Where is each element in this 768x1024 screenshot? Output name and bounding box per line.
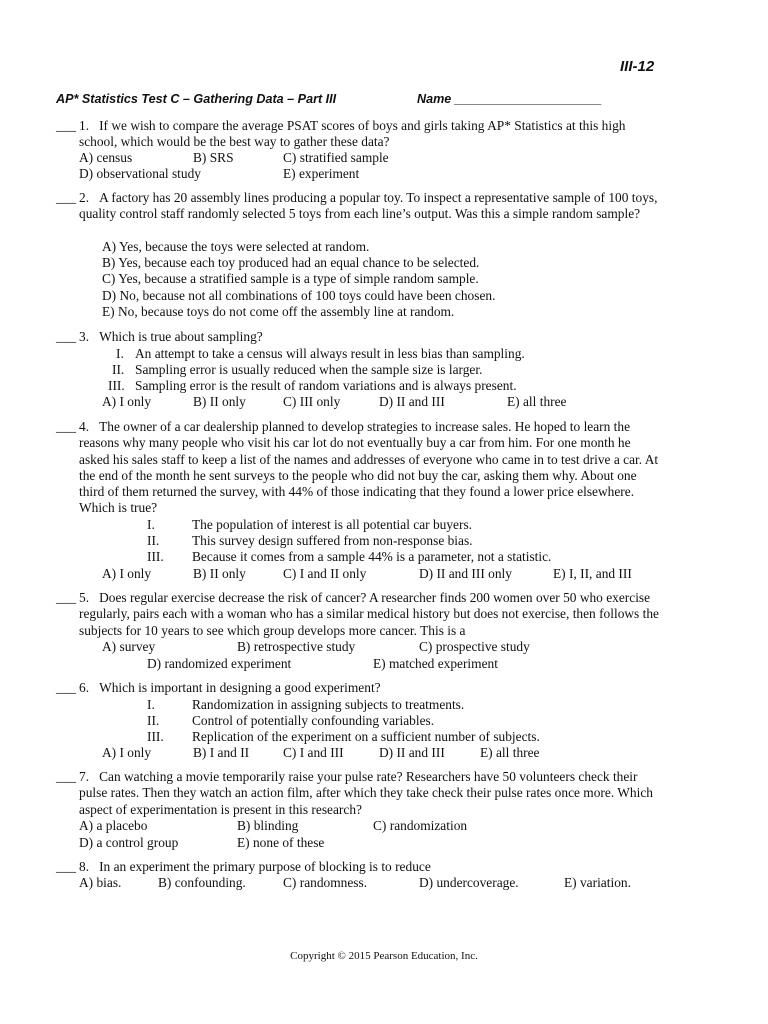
- copyright-footer: Copyright © 2015 Pearson Education, Inc.: [290, 950, 478, 962]
- option-b: B) retrospective study: [237, 639, 356, 654]
- option-c: C) randomization: [373, 818, 468, 833]
- statement-3-text: Sampling error is the result of random variations and is always present.: [135, 378, 517, 393]
- option-c: C) Yes, because a stratified sample is a type of simple random sample.: [102, 271, 479, 286]
- option-b: B) confounding.: [158, 875, 246, 890]
- answer-blank: ___: [56, 118, 77, 133]
- option-c: C) I and II only: [283, 566, 367, 581]
- option-e: E) No, because toys do not come off the assembly line at random.: [102, 304, 455, 319]
- option-a: A) I only: [102, 566, 152, 581]
- name-field: Name _____________________: [417, 92, 602, 106]
- statement-2-numeral: II.: [147, 713, 160, 728]
- question-text: 8. In an experiment the primary purpose of blocking is to reduce: [79, 859, 431, 874]
- question-text: 7. Can watching a movie temporarily raise your pulse rate? Researchers have 50 volunteers check their pulse rates. Then they watch an action film, after which they take check their pulse rates once more. Which aspect of experimentation is present in this research?: [79, 769, 653, 817]
- statement-1-text: Randomization in assigning subjects to treatments.: [192, 697, 465, 712]
- option-d: D) II and III: [379, 394, 445, 409]
- answer-blank: ___: [56, 859, 77, 874]
- option-e: E) I, II, and III: [553, 566, 632, 581]
- option-d: D) observational study: [79, 166, 201, 181]
- question-text: 5. Does regular exercise decrease the risk of cancer? A researcher finds 200 women over 50 who exercise regularly, pairs each with a woman who has a similar medical history but does not exercise, then follows the subjects for 10 years to see which group develops more cancer. This is a: [79, 590, 659, 638]
- option-d: D) No, because not all combinations of 100 toys could have been chosen.: [102, 288, 496, 303]
- option-b: B) Yes, because each toy produced had an equal chance to be selected.: [102, 255, 480, 270]
- question-text: 4. The owner of a car dealership planned to develop strategies to increase sales. He hoped to learn the reasons why many people who visit his car lot do not eventually buy a car from him. For one month he asked his sales staff to keep a list of the names and addresses of everyone who came in to test drive a car. At the end of the month he sent surveys to the people who did not buy the car, asking them why. About one third of them returned the survey, with 44% of those indicating that they found a lower price elsewhere. Which is true?: [79, 419, 659, 516]
- question-text: 3. Which is true about sampling?: [79, 329, 263, 344]
- option-d: D) II and III: [379, 745, 445, 760]
- answer-blank: ___: [56, 769, 77, 784]
- option-a: A) survey: [102, 639, 156, 654]
- option-b: B) II only: [193, 394, 246, 409]
- question-text: 2. A factory has 20 assembly lines producing a popular toy. To inspect a representative sample of 100 toys, quality control staff randomly selected 5 toys from each line’s output. Was this a simple random sample?: [79, 190, 658, 222]
- option-d: D) undercoverage.: [419, 875, 519, 890]
- statement-3-numeral: III.: [147, 549, 164, 564]
- question-text: 6. Which is important in designing a good experiment?: [79, 680, 381, 695]
- statement-1-numeral: I.: [147, 697, 155, 712]
- option-b: B) SRS: [193, 150, 234, 165]
- option-e: E) experiment: [283, 166, 360, 181]
- page-number: III-12: [620, 58, 655, 75]
- option-c: C) stratified sample: [283, 150, 389, 165]
- statement-2-numeral: II.: [112, 362, 125, 377]
- option-a: A) I only: [102, 394, 152, 409]
- option-a: A) census: [79, 150, 133, 165]
- statement-3-text: Replication of the experiment on a sufficient number of subjects.: [192, 729, 540, 744]
- answer-blank: ___: [56, 419, 77, 434]
- statement-1-numeral: I.: [147, 517, 155, 532]
- statement-2-text: This survey design suffered from non-response bias.: [192, 533, 473, 548]
- option-b: B) I and II: [193, 745, 250, 760]
- statement-1-numeral: I.: [116, 346, 124, 361]
- option-b: B) blinding: [237, 818, 299, 833]
- statement-2-text: Control of potentially confounding variables.: [192, 713, 435, 728]
- option-e: E) all three: [480, 745, 540, 760]
- option-e: E) matched experiment: [373, 656, 498, 671]
- statement-2-numeral: II.: [147, 533, 160, 548]
- statement-2-text: Sampling error is usually reduced when the sample size is larger.: [135, 362, 483, 377]
- statement-1-text: The population of interest is all potential car buyers.: [192, 517, 473, 532]
- statement-3-numeral: III.: [108, 378, 125, 393]
- statement-3-numeral: III.: [147, 729, 164, 744]
- option-a: A) I only: [102, 745, 152, 760]
- option-b: B) II only: [193, 566, 246, 581]
- test-header: [56, 92, 716, 112]
- test-title: AP* Statistics Test C – Gathering Data – Part III: [56, 92, 337, 106]
- answer-blank: ___: [56, 329, 77, 344]
- option-c: C) III only: [283, 394, 341, 409]
- answer-blank: ___: [56, 680, 77, 695]
- question-text: 1. If we wish to compare the average PSAT scores of boys and girls taking AP* Statistics at this high school, which would be the best way to gather these data?: [79, 118, 626, 150]
- option-c: C) randomness.: [283, 875, 368, 890]
- option-d: D) a control group: [79, 835, 179, 850]
- option-d: D) II and III only: [419, 566, 512, 581]
- option-d: D) randomized experiment: [147, 656, 292, 671]
- option-e: E) all three: [507, 394, 567, 409]
- option-e: E) none of these: [237, 835, 325, 850]
- answer-blank: ___: [56, 590, 77, 605]
- answer-blank: ___: [56, 190, 77, 205]
- option-c: C) I and III: [283, 745, 344, 760]
- option-a: A) bias.: [79, 875, 122, 890]
- statement-1-text: An attempt to take a census will always result in less bias than sampling.: [135, 346, 525, 361]
- option-c: C) prospective study: [419, 639, 530, 654]
- option-e: E) variation.: [564, 875, 631, 890]
- option-a: A) Yes, because the toys were selected at random.: [102, 239, 370, 254]
- option-a: A) a placebo: [79, 818, 148, 833]
- statement-3-text: Because it comes from a sample 44% is a parameter, not a statistic.: [192, 549, 552, 564]
